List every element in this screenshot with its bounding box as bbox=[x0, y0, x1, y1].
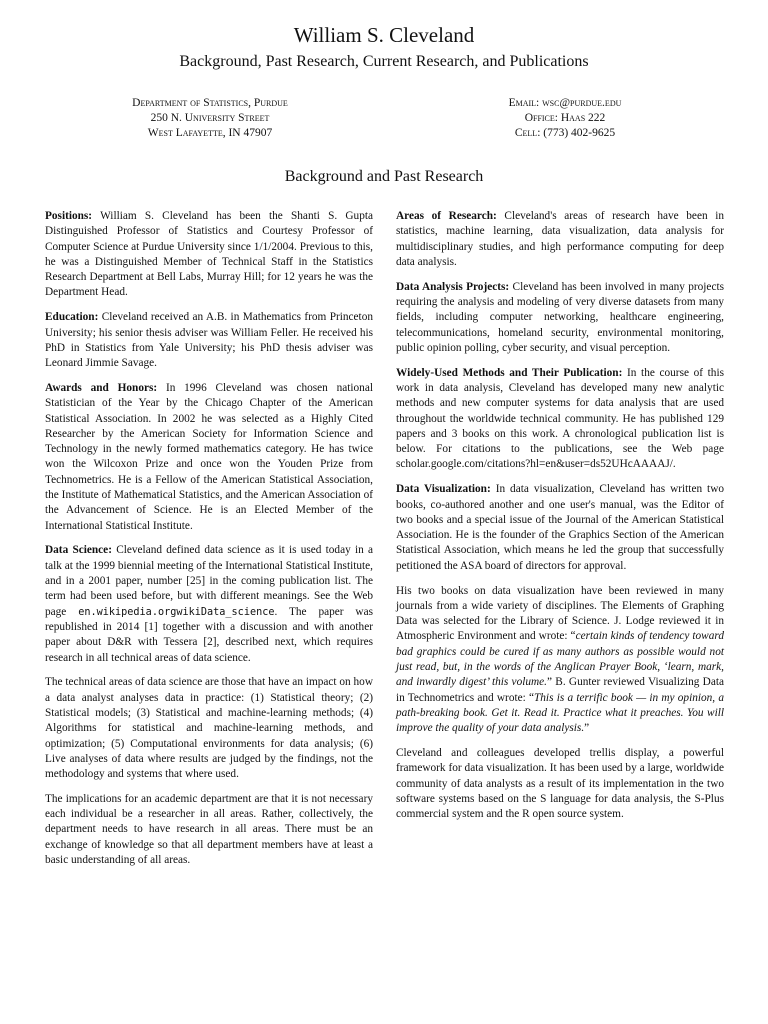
methods-text: In the course of this work in data analysis, Cleveland has developed many new analytic methods and new computer systems for data analysis that are used throughout the worldwide technical community. He has published 129 papers and 3 books on this work. A chronological publication list is below. For citations to the publications, see the Web page scholar.google.com/citations?hl=en&user=ds52UHcAAAAJ/. bbox=[396, 366, 724, 471]
visualization-paragraph bbox=[396, 482, 724, 574]
data-science-heading: Data Science: bbox=[45, 544, 112, 557]
areas-paragraph bbox=[396, 209, 724, 270]
data-science-text: Cleveland defined data science as it is used today in a talk at the 1999 biennial meeting of the International Statistical Institute, and in a 2001 paper, number [25] in the coming publication list. The term had been used before, but with different meanings. See the Web page bbox=[45, 544, 373, 618]
author-name: William S. Cleveland bbox=[293, 23, 475, 47]
positions-heading: Positions: bbox=[45, 210, 93, 222]
books-text-cont: ” B. Gunter reviewed Visualizing Data in Technometrics and wrote: “ bbox=[396, 676, 724, 704]
street-line: 250 N. University Street bbox=[150, 112, 270, 124]
document-subtitle: Background, Past Research, Current Research, and Publications bbox=[179, 53, 589, 70]
positions-paragraph bbox=[45, 209, 373, 301]
wikipedia-link[interactable]: en.wikipedia.orgwikiData_science bbox=[78, 606, 275, 618]
technical-areas-paragraph: The technical areas of data science are those that have an impact on how a data analyst analyses data in practice: (1) Statistical theory; (2) Statistical models; (3) Statistical and machine-learning methods; (4) Algorithms for statistical and machine-learning methods, and optimization; (5) Computational environments for data analysis; (6) Live analyses of data where results are judged by the findings, not the methodology and systems that where used. bbox=[45, 676, 373, 781]
books-paragraph bbox=[396, 584, 724, 737]
education-text: Cleveland received an A.B. in Mathematics from Princeton University; his senior thesis adviser was William Feller. He received his PhD in Statistics from Yale University; his PhD thesis adviser was Leonard Jimmie Savage. bbox=[45, 311, 373, 370]
office-line: Office: Haas 222 bbox=[524, 112, 606, 124]
books-text-end: ” bbox=[584, 722, 590, 735]
projects-text: Cleveland has been involved in many projects requiring the analysis and modeling of very diverse datasets from many fields, including computer networking, healthcare engineering, telecommunications, homeland security, environmental monitoring, public opinion polling, cyber security, and visual perception. bbox=[396, 280, 724, 354]
projects-heading: Data Analysis Projects: bbox=[396, 280, 510, 293]
left-column bbox=[45, 209, 373, 878]
education-heading: Education: bbox=[45, 311, 99, 324]
address-block bbox=[80, 96, 340, 141]
trellis-paragraph: Cleveland and colleagues developed trellis display, a powerful framework for data visualization. It has been used by a large, worldwide community of data analysts as a result of its implementation in the two software systems based on the S language for data analysis, the S-Plus commercial system and the R open source system. bbox=[396, 747, 724, 821]
cell-line: Cell: (773) 402-9625 bbox=[514, 127, 616, 139]
city-line: West Lafayette, IN 47907 bbox=[147, 127, 273, 139]
positions-text: William S. Cleveland has been the Shanti S. Gupta Distinguished Professor of Statistics and Courtesy Professor of Computer Science at Purdue University since 1/1/2004. Previous to this, he was a Distinguished Member of Technical Staff in the Statistics Research Department at Bell Labs, Murray Hill; for 12 years he was the Department Head. bbox=[45, 210, 374, 299]
awards-paragraph bbox=[45, 381, 373, 534]
email-line: Email: wsc@purdue.edu bbox=[508, 97, 622, 109]
methods-paragraph bbox=[396, 366, 724, 473]
gunter-quote: This is a terrific book — in my opinion, a path-breaking book. Get it. Read it. Practice what it preaches. You will improve the quality of your data analysis. bbox=[396, 691, 724, 735]
methods-heading: Widely-Used Methods and Their Publication: bbox=[396, 366, 623, 379]
contact-block bbox=[440, 96, 690, 141]
education-paragraph bbox=[45, 310, 373, 371]
projects-paragraph bbox=[396, 280, 724, 356]
awards-text: In 1996 Cleveland was chosen national Statistician of the Year by the Chicago Chapter of the American Statistical Association. In 2002 he was selected as a Highly Cited Researcher by the American Society for Information Science and Technology in the newly formed mathematics category. He has twice won the Wilcoxon Prize and once won the Youden Prize from Technometrics. He is a Fellow of the American Statistical Association, the Institute of Mathematical Statistics, and the American Association of the Advancement of Science. He is an Elected Member of the International Statistical Institute. bbox=[45, 381, 373, 532]
data-science-paragraph bbox=[45, 543, 373, 665]
data-science-text-cont: . The paper was republished in 2014 [1] together with a discussion and with another paper about D&R with Tessera [2], described next, which requires research in all technical areas of data science. bbox=[45, 605, 373, 664]
awards-heading: Awards and Honors: bbox=[45, 381, 158, 394]
areas-heading: Areas of Research: bbox=[396, 210, 497, 222]
right-column bbox=[396, 209, 724, 832]
section-title: Background and Past Research bbox=[284, 168, 484, 185]
areas-text: Cleveland's areas of research have been in statistics, machine learning, data visualization, data analysis for multidisciplinary studies, and high performance computing for deep data analysis. bbox=[396, 210, 725, 268]
department-line: Department of Statistics, Purdue bbox=[132, 97, 288, 109]
lodge-quote: certain kinds of tendency toward bad graphics could be cured if as many authors as possible would not just read, but, in the words of the Anglican Prayer Book, ‘learn, mark, and inwardly digest’ this volume. bbox=[396, 630, 724, 689]
implications-paragraph: The implications for an academic department are that it is not necessary each individual be a researcher in all areas. Rather, collectively, the department needs to have research in all areas. There must be an exchange of knowledge so that all department members have at least a basic understanding of all areas. bbox=[45, 792, 373, 867]
books-text: His two books on data visualization have been reviewed in many journals from a wide variety of disciplines. The Elements of Graphing Data was selected for the Library of Science. J. Lodge reviewed it in Atmospheric Environment and wrote: “ bbox=[396, 584, 724, 643]
visualization-text: In data visualization, Cleveland has written two books, co-authored another and one user's manual, was the Editor of two books and a special issue of the Journal of the American Statistical Association. He is the founder of the Graphics Section of the American Statistical Association, which means he led the group that successfully petitioned the ASA board of directors for approval. bbox=[396, 483, 725, 572]
visualization-heading: Data Visualization: bbox=[396, 483, 491, 496]
